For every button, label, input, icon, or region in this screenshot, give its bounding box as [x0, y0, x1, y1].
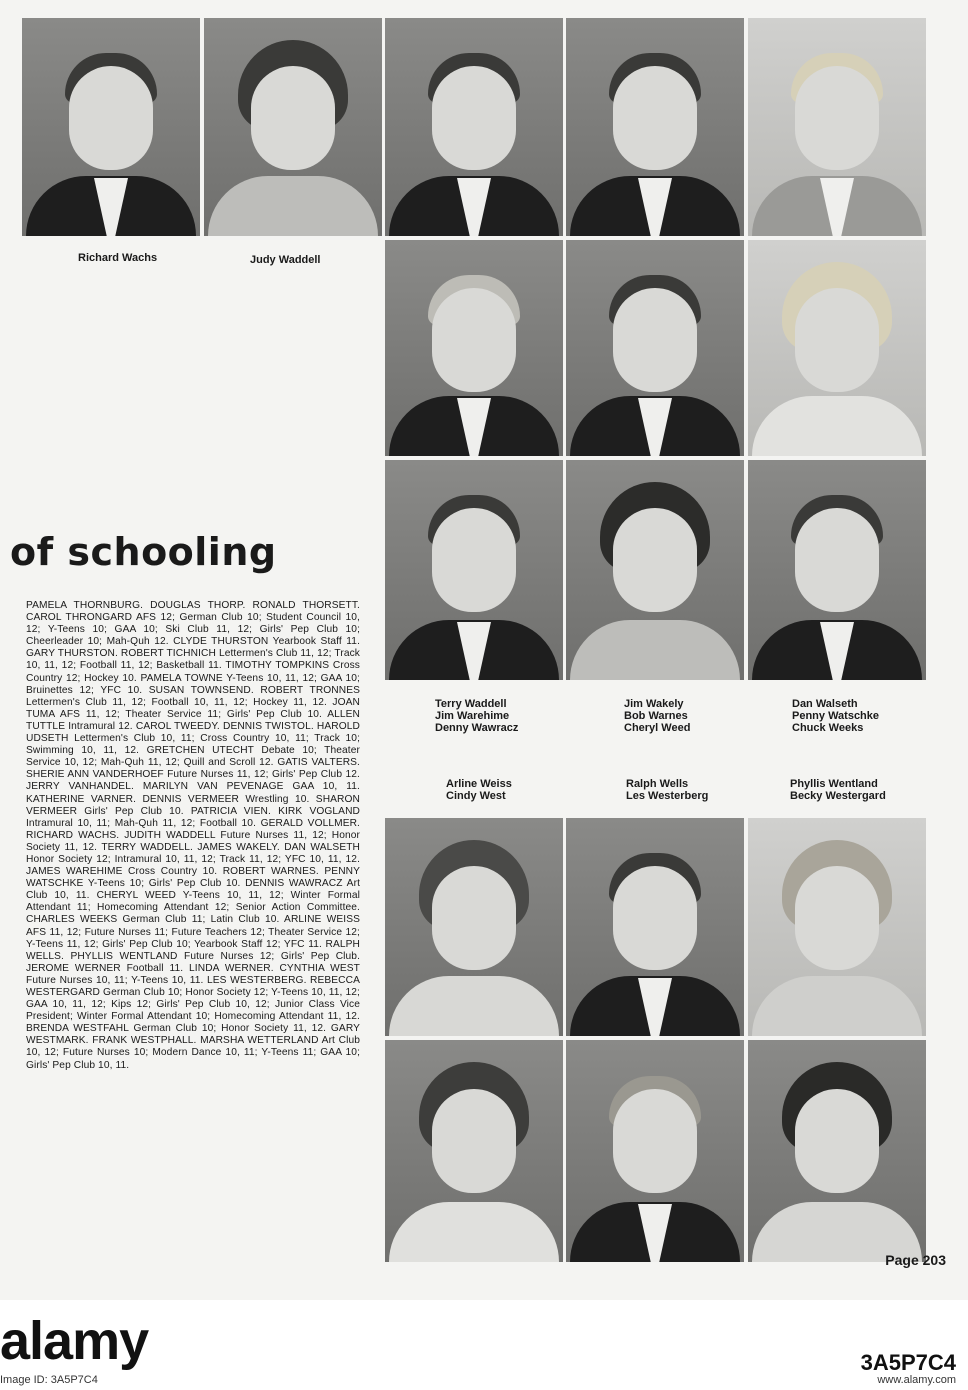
- portrait-photo: [748, 1040, 926, 1262]
- portrait-photo: [385, 18, 563, 236]
- caption-block: [790, 778, 886, 802]
- caption-name: Bob Warnes: [624, 710, 688, 722]
- caption-name: Phyllis Wentland: [790, 778, 878, 790]
- portrait-photo: [566, 240, 744, 456]
- caption-name: Arline Weiss: [446, 778, 512, 790]
- site-url: www.alamy.com: [877, 1374, 956, 1386]
- portrait-photo: [385, 240, 563, 456]
- caption-name: Chuck Weeks: [792, 722, 864, 734]
- portrait-photo: [566, 818, 744, 1036]
- caption-name: Penny Watschke: [792, 710, 880, 722]
- caption-name: Judy Waddell: [250, 254, 321, 266]
- caption-name: Denny Wawracz: [435, 722, 519, 734]
- portrait-photo: [566, 1040, 744, 1262]
- portrait-photo: [748, 18, 926, 236]
- caption-name: Les Westerberg: [626, 790, 709, 802]
- caption-name: Richard Wachs: [78, 252, 158, 264]
- portrait-photo: [385, 460, 563, 680]
- section-headline: of schooling: [10, 530, 277, 574]
- portrait-photo: [22, 18, 200, 236]
- portrait-photo: [748, 818, 926, 1036]
- image-id-right: 3A5P7C4: [860, 1350, 956, 1375]
- caption-name: Dan Walseth: [792, 698, 858, 710]
- caption-name: Terry Waddell: [435, 698, 507, 710]
- portrait-photo: [748, 460, 926, 680]
- portrait-caption: [78, 252, 157, 264]
- portrait-photo: [385, 1040, 563, 1262]
- caption-name: Becky Westergard: [790, 790, 886, 802]
- portrait-photo: [566, 18, 744, 236]
- caption-block: [435, 698, 518, 734]
- brand-logo: alamy: [0, 1311, 149, 1371]
- caption-name: Jim Warehime: [435, 710, 510, 722]
- caption-block: [792, 698, 879, 734]
- portrait-photo: [385, 818, 563, 1036]
- caption-block: [624, 698, 690, 734]
- portrait-photo: [748, 240, 926, 456]
- caption-block: [626, 778, 708, 802]
- portrait-caption: [250, 254, 321, 266]
- portrait-photo: [204, 18, 382, 236]
- activities-text: PAMELA THORNBURG. DOUGLAS THORP. RONALD THORSETT. CAROL THRONGARD AFS 12; German Club 10; Student Council 10, 12; Y-Teens 10; GAA 10; Ski Club 11, 12; Girls' Pep Club 10; Cheerleader 10; Mah-Quh 12. CLYDE THURSTON Yearbook Staff 11. GARY THURSTON. ROBERT TICHNICH Lettermen's Club 11, 12; Track 10, 11, 12; Football 11, 12; Basketball 11. TIMOTHY TOMPKINS Cross Country 12; Hockey 10. PAMELA TOWNE Y-Teens 10, 11, 12; GAA 10; Bruinettes 12; YFC 10. SUSAN TOWNSEND. ROBERT TRONNES Lettermen's Club 11, 12; Football 10, 11, 12; Hockey 11, 12. JOAN TUMA AFS 11, 12; Theater Service 11; Girls' Pep Club 10. ALLEN TUTTLE Intramural 12. CAROL TWEEDY. DENNIS TWISTOL. HAROLD UDSETH Lettermen's Club 10, 11; Cross Country 10, 11; Track 10; Swimming 10, 11, 12. GRETCHEN UTECHT Debate 10; Theater Service 10, 12; Mah-Quh 11, 12; Quill and Scroll 12. GATIS VALTERS. SHERIE ANN VANDERHOEF Future Nurses 11, 12; Girls' Pep Club 12. JERRY VANHANDEL. MARILYN VAN PEVENAGE GAA 10, 11. KATHERINE VARNER. DENNIS VERMEER Wrestling 10. SHARON VERMEER Girls' Pep Club 10. PATRICIA VIEN. KIRK VOGLAND Intramural 10, 11; Mah-Quh 11, 12; Football 10. GERALD VOLLMER. RICHARD WACHS. JUDITH WADDELL Future Nurses 11, 12; Honor Society 11, 12. TERRY WADDELL. JAMES WAKELY. DAN WALSETH Honor Society 12; Intramural 10, 11, 12; Track 11, 12; YFC 10, 11, 12. JAMES WAREHIME Cross Country 10. ROBERT WARNES. PENNY WATSCHKE Y-Teens 10; Girls' Pep Club 10. DENNIS WAWRACZ Art Club 10, 11. CHERYL WEED Y-Teens 10, 11, 12; Winter Formal Attendant 11; Homecoming Attendant 12; Senior Action Committee. CHARLES WEEKS German Club 11; Latin Club 10. ARLINE WEISS AFS 11, 12; Future Nurses 11; Future Teachers 12; Theater Service 12; Y-Teens 11, 12; Girls' Pep Club 10; Yearbook Staff 12; YFC 11. RALPH WELLS. PHYLLIS WENTLAND Future Nurses 12; Girls' Pep Club. JEROME WERNER Football 11. LINDA WERNER. CYNTHIA WEST Future Nurses 10, 11; Y-Teens 10, 11. LES WESTERBERG. REBECCA WESTERGARD German Club 10; Honor Society 12; Y-Teens 10, 11, 12; GAA 10, 11, 12; Kips 12; Girls' Pep Club 10, 12; Junior Class Vice President; Winter Formal Attendant 10; Homecoming Attendant 11, 12. BRENDA WESTFAHL German Club 10; Honor Society 11, 12. GARY WESTMARK. FRANK WESTPHALL. MARSHA WETTERLAND Art Club 10, 12; Future Nurses 10; Modern Dance 10, 11; Y-Teens 11; GAA 10; Girls' Pep Club 10, 11.: [26, 600, 360, 1071]
- page-number: Page 203: [885, 1252, 946, 1268]
- caption-name: Cindy West: [446, 790, 506, 802]
- image-id-text: Image ID: 3A5P7C4: [0, 1374, 98, 1386]
- caption-name: Cheryl Weed: [624, 722, 691, 734]
- caption-name: Jim Wakely: [624, 698, 684, 710]
- portrait-photo: [566, 460, 744, 680]
- caption-name: Ralph Wells: [626, 778, 689, 790]
- caption-block: [446, 778, 512, 802]
